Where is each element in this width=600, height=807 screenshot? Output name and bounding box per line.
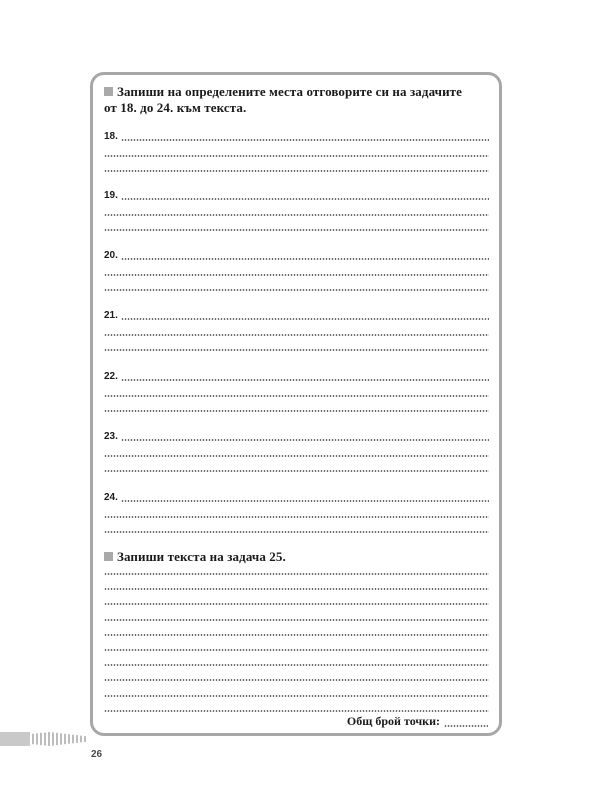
answer-line-q23[interactable]	[104, 432, 489, 442]
essay-line[interactable]	[104, 612, 489, 622]
dotted-line	[104, 619, 489, 621]
dotted-line	[104, 170, 489, 172]
total-points-label: Общ брой точки:	[346, 714, 440, 728]
bullet-square-icon	[104, 87, 113, 96]
dotted-line	[104, 229, 489, 231]
essay-line[interactable]	[104, 566, 489, 576]
total-points	[347, 714, 488, 729]
answer-line[interactable]	[104, 448, 489, 458]
essay-line[interactable]	[104, 703, 489, 713]
dotted-line	[104, 649, 489, 651]
answer-line[interactable]	[104, 163, 489, 173]
answer-line[interactable]	[104, 327, 489, 337]
dotted-line	[104, 516, 489, 518]
section1-instruction-line1: Запиши на определените места отговорите си на задачите	[117, 84, 463, 99]
essay-line[interactable]	[104, 642, 489, 652]
answer-line[interactable]	[104, 463, 489, 473]
essay-line[interactable]	[104, 657, 489, 667]
dotted-line	[121, 198, 489, 200]
dotted-line	[104, 695, 489, 697]
essay-line[interactable]	[104, 688, 489, 698]
dotted-line	[104, 214, 489, 216]
question-number: 18.	[104, 131, 118, 142]
question-number: 20.	[104, 250, 118, 261]
page-number: 26	[91, 749, 103, 760]
answer-line[interactable]	[104, 524, 489, 534]
section1-instruction	[104, 84, 462, 116]
dotted-line	[104, 470, 489, 472]
answer-line[interactable]	[104, 342, 489, 352]
dotted-line	[104, 603, 489, 605]
answer-line[interactable]	[104, 207, 489, 217]
question-number: 23.	[104, 431, 118, 442]
dotted-line	[104, 410, 489, 412]
dotted-line	[104, 634, 489, 636]
dotted-line	[121, 379, 489, 381]
dotted-line	[121, 439, 489, 441]
dotted-line	[104, 349, 489, 351]
section2-instruction-text: Запиши текста на задача 25.	[117, 549, 286, 564]
section1-instruction-line2: от 18. до 24. към текста.	[104, 100, 247, 115]
answer-line[interactable]	[104, 267, 489, 277]
dotted-line	[121, 258, 489, 260]
essay-line[interactable]	[104, 627, 489, 637]
dotted-line	[121, 139, 489, 141]
section2-instruction	[104, 549, 286, 565]
essay-line[interactable]	[104, 672, 489, 682]
question-number: 21.	[104, 310, 118, 321]
answer-line[interactable]	[104, 282, 489, 292]
total-points-field[interactable]	[444, 725, 488, 727]
question-number: 24.	[104, 492, 118, 503]
essay-line[interactable]	[104, 581, 489, 591]
dotted-line	[104, 531, 489, 533]
dotted-line	[104, 395, 489, 397]
essay-line[interactable]	[104, 596, 489, 606]
dotted-line	[104, 455, 489, 457]
answer-line-q22[interactable]	[104, 372, 489, 382]
answer-line[interactable]	[104, 403, 489, 413]
question-number: 22.	[104, 371, 118, 382]
dotted-line	[121, 318, 489, 320]
footer-stripe-decoration	[0, 732, 90, 746]
question-number: 19.	[104, 190, 118, 201]
answer-line[interactable]	[104, 148, 489, 158]
dotted-line	[104, 710, 489, 712]
dotted-line	[104, 679, 489, 681]
answer-line[interactable]	[104, 388, 489, 398]
bullet-square-icon	[104, 552, 113, 561]
answer-line-q18[interactable]	[104, 132, 489, 142]
dotted-line	[121, 500, 489, 502]
dotted-line	[104, 573, 489, 575]
answer-line[interactable]	[104, 509, 489, 519]
dotted-line	[104, 334, 489, 336]
answer-line[interactable]	[104, 222, 489, 232]
dotted-line	[104, 274, 489, 276]
answer-line-q20[interactable]	[104, 251, 489, 261]
answer-line-q24[interactable]	[104, 493, 489, 503]
dotted-line	[104, 155, 489, 157]
dotted-line	[104, 588, 489, 590]
answer-line-q19[interactable]	[104, 191, 489, 201]
answer-line-q21[interactable]	[104, 311, 489, 321]
dotted-line	[104, 289, 489, 291]
dotted-line	[104, 664, 489, 666]
